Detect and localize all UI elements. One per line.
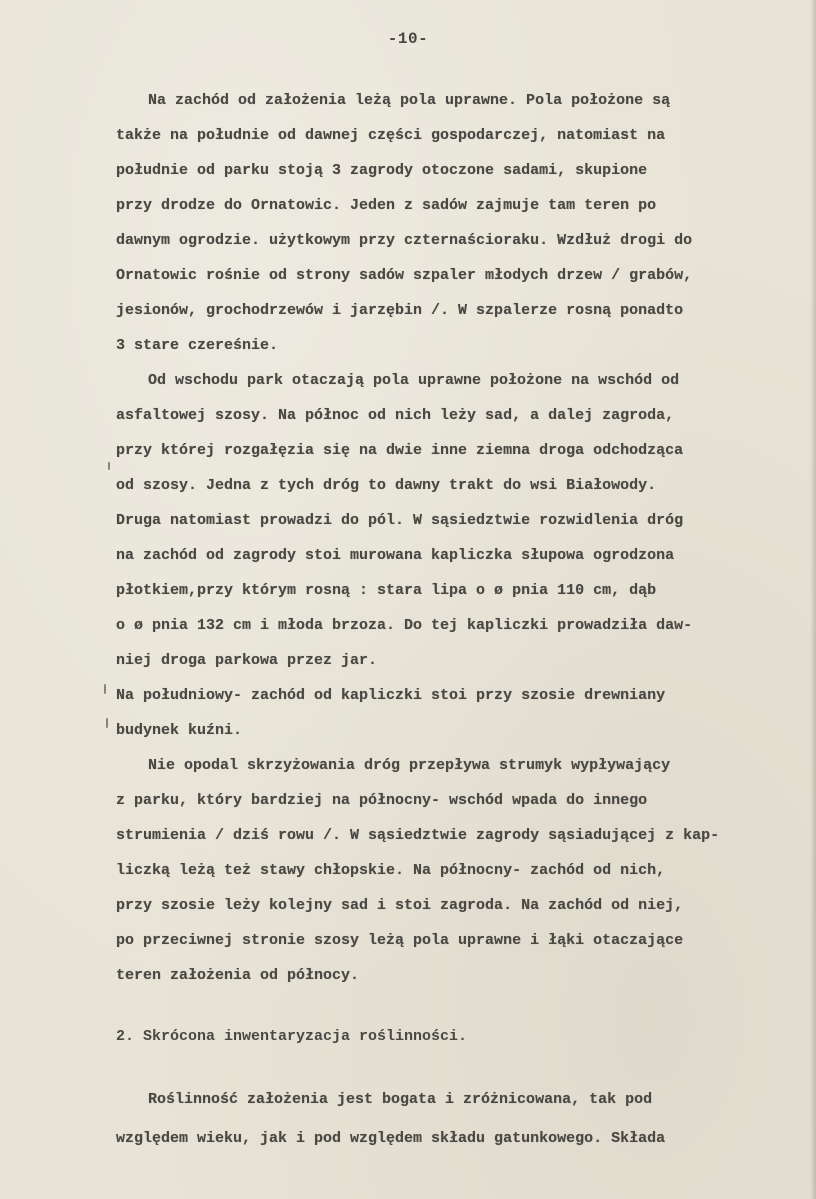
text-line-7: jesionów, grochodrzewów i jarzębin /. W szpalerze rosną ponadto <box>116 302 684 319</box>
section-text-line-2: względem wieku, jak i pod względem składu gatunkowego. Składa <box>116 1130 666 1147</box>
text-line-23: liczką leżą też stawy chłopskie. Na północny- zachód od nich, <box>116 862 666 879</box>
text-line-10: asfaltowej szosy. Na północ od nich leży sad, a dalej zagroda, <box>116 407 675 424</box>
text-line-19: budynek kuźni. <box>116 722 243 739</box>
text-line-18: Na południowy- zachód od kapliczki stoi przy szosie drewniany <box>116 687 666 704</box>
text-line-11: przy której rozgałęzia się na dwie inne ziemna droga odchodząca <box>116 442 684 459</box>
text-line-2: także na południe od dawnej części gospodarczej, natomiast na <box>116 127 666 144</box>
margin-mark <box>106 718 108 728</box>
text-line-21: z parku, który bardziej na północny- wschód wpada do innego <box>116 792 648 809</box>
text-line-13: Druga natomiast prowadzi do pól. W sąsiedztwie rozwidlenia dróg <box>116 512 684 529</box>
text-line-9: Od wschodu park otaczają pola uprawne położone na wschód od <box>148 372 680 389</box>
text-line-24: przy szosie leży kolejny sad i stoi zagroda. Na zachód od niej, <box>116 897 684 914</box>
text-line-20: Nie opodal skrzyżowania dróg przepływa strumyk wypływający <box>148 757 671 774</box>
text-line-26: teren założenia od północy. <box>116 967 360 984</box>
text-line-16: o ø pnia 132 cm i młoda brzoza. Do tej kapliczki prowadziła daw- <box>116 617 693 634</box>
page-number: -10- <box>387 30 429 48</box>
text-line-8: 3 stare czereśnie. <box>116 337 279 354</box>
text-line-5: dawnym ogrodzie. użytkowym przy czternaścioraku. Wzdłuż drogi do <box>116 232 693 249</box>
text-line-3: południe od parku stoją 3 zagrody otoczone sadami, skupione <box>116 162 648 179</box>
text-line-4: przy drodze do Ornatowic. Jeden z sadów zajmuje tam teren po <box>116 197 657 214</box>
text-line-25: po przeciwnej stronie szosy leżą pola uprawne i łąki otaczające <box>116 932 684 949</box>
section-text-line-1: Roślinność założenia jest bogata i zróżnicowana, tak pod <box>148 1091 653 1108</box>
text-line-1: Na zachód od założenia leżą pola uprawne. Pola położone są <box>148 92 671 109</box>
text-line-15: płotkiem,przy którym rosną : stara lipa o ø pnia 110 cm, dąb <box>116 582 657 599</box>
text-line-22: strumienia / dziś rowu /. W sąsiedztwie zagrody sąsiadującej z kap- <box>116 827 720 844</box>
text-line-6: Ornatowic rośnie od strony sadów szpaler młodych drzew / grabów, <box>116 267 693 284</box>
text-line-17: niej droga parkowa przez jar. <box>116 652 378 669</box>
text-line-12: od szosy. Jedna z tych dróg to dawny trakt do wsi Białowody. <box>116 477 657 494</box>
margin-mark <box>108 462 110 470</box>
page-edge-shadow <box>810 0 816 1199</box>
text-line-14: na zachód od zagrody stoi murowana kapliczka słupowa ogrodzona <box>116 547 675 564</box>
margin-mark <box>104 684 106 694</box>
section-heading: 2. Skrócona inwentaryzacja roślinności. <box>116 1028 468 1045</box>
